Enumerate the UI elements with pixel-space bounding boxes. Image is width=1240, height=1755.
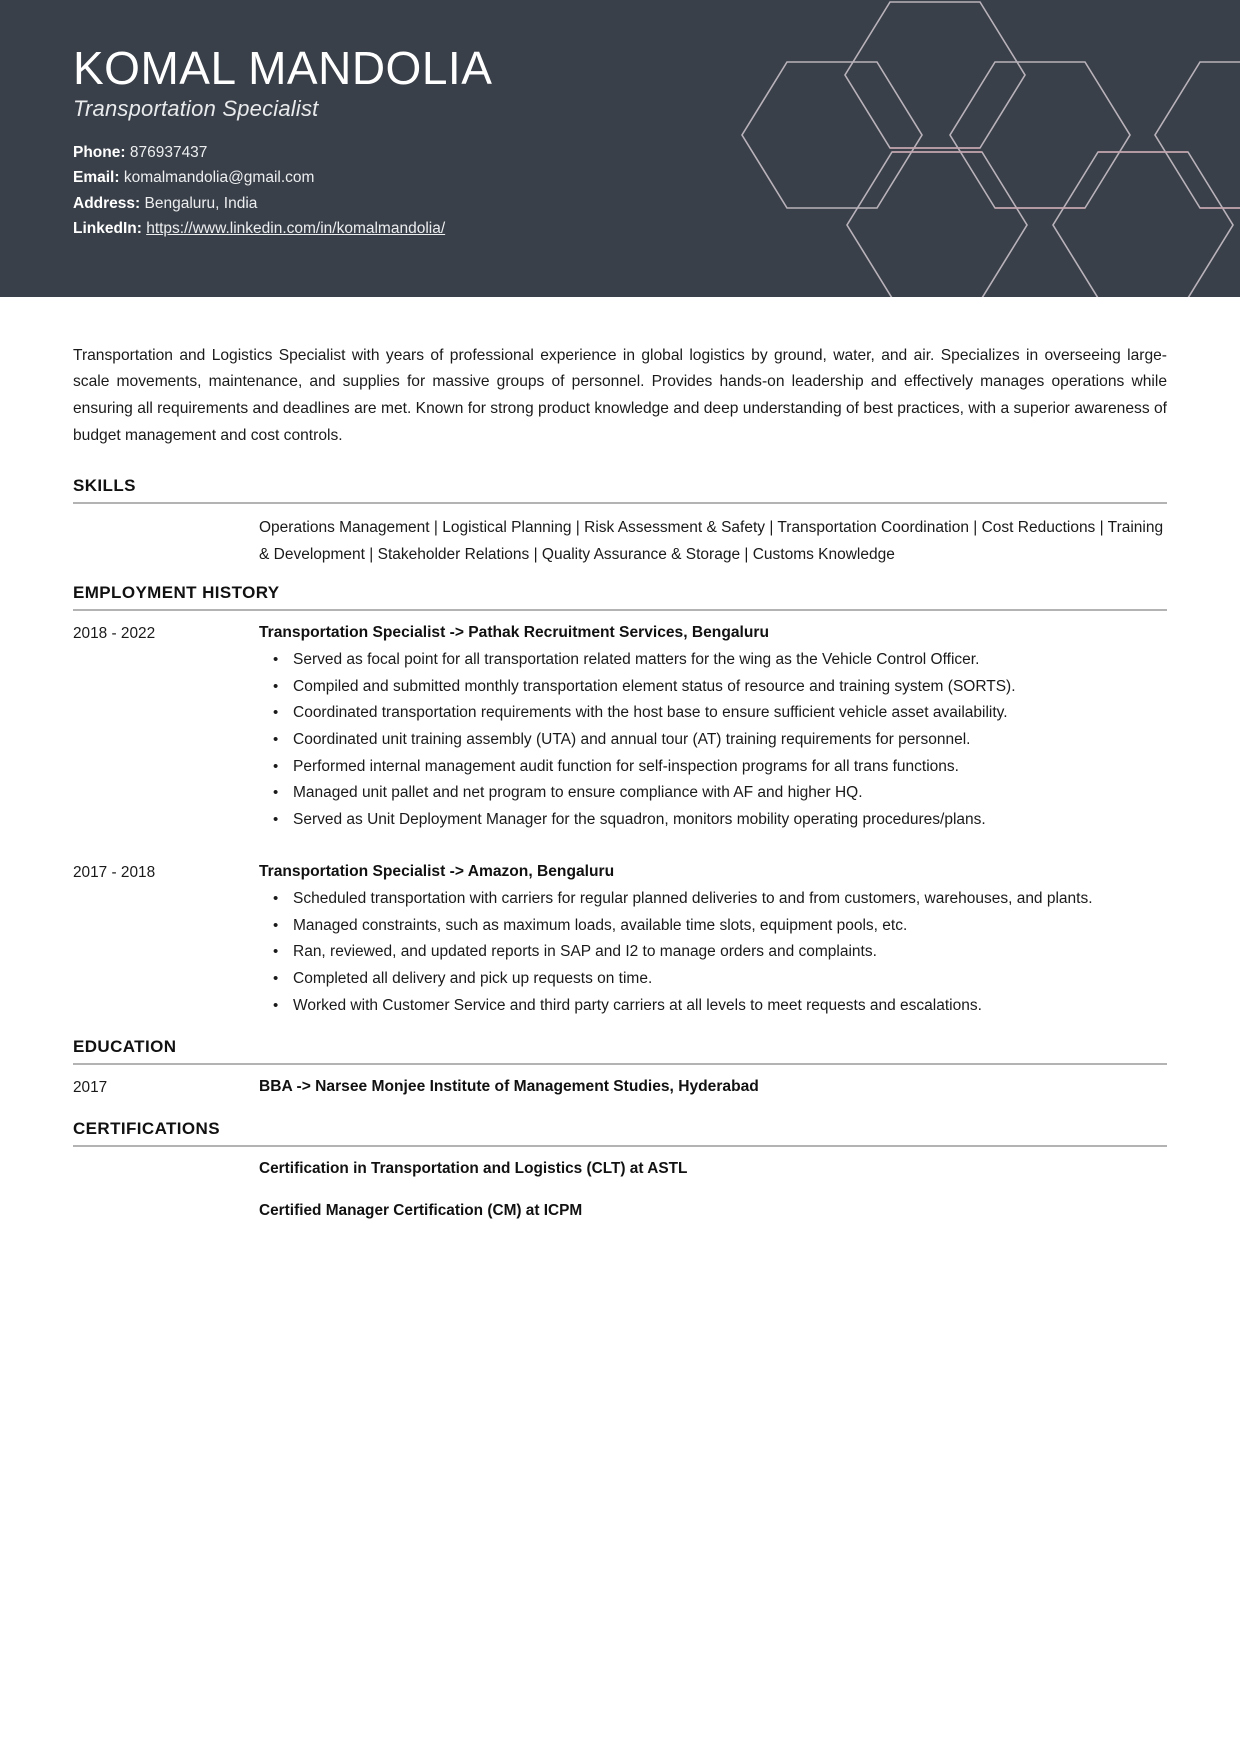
list-item: • Worked with Customer Service and third party carriers at all levels to meet requests and escalations. bbox=[293, 993, 1167, 1020]
professional-summary: Transportation and Logistics Specialist with years of professional experience in global logistics by ground, water, and air. Specializes in overseeing large- scale movements, maintenance, and supplies for massive groups of personnel. Provides hands-on leadership and effectively manages operations while ensuring all requirements and deadlines are met. Known for strong product knowledge and deep understanding of best practices, with a superior awareness of budget management and cost controls. bbox=[73, 346, 1167, 445]
list-item: • Completed all delivery and pick up requests on time. bbox=[293, 966, 1167, 993]
education-section-divider bbox=[73, 1063, 1167, 1065]
skills-row bbox=[73, 514, 1167, 569]
email-value: komalmandolia@gmail.com bbox=[123, 169, 315, 187]
contact-linkedin bbox=[73, 216, 1240, 242]
contact-address bbox=[73, 191, 1240, 217]
job-responsibilities bbox=[259, 647, 1167, 834]
email-label: Email: bbox=[73, 169, 120, 187]
list-item: • Served as Unit Deployment Manager for the squadron, monitors mobility operating procedures/plans. bbox=[293, 807, 1167, 834]
job-row bbox=[73, 621, 1167, 834]
list-item: • Performed internal management audit function for self-inspection programs for all trans functions. bbox=[293, 754, 1167, 781]
job-title-company: Transportation Specialist -> Amazon, Bengaluru bbox=[259, 862, 615, 880]
resume-header bbox=[0, 0, 1240, 297]
list-item: • Coordinated unit training assembly (UTA) and annual tour (AT) training requirements for personnel. bbox=[293, 727, 1167, 754]
job-content bbox=[259, 621, 1167, 834]
list-item: • Coordinated transportation requirements with the host base to ensure sufficient vehicle asset availability. bbox=[293, 700, 1167, 727]
candidate-name: KOMAL MANDOLIA bbox=[73, 42, 493, 94]
certifications-content bbox=[259, 1157, 1167, 1224]
job-entry bbox=[73, 860, 1167, 1019]
skills-content-column bbox=[259, 514, 1167, 569]
certification-item: Certification in Transportation and Logistics (CLT) at ASTL bbox=[259, 1159, 688, 1177]
employment-section-divider bbox=[73, 609, 1167, 611]
list-item: • Compiled and submitted monthly transportation element status of resource and training system (SORTS). bbox=[293, 674, 1167, 701]
contact-details bbox=[73, 140, 1240, 242]
section-certifications bbox=[73, 1119, 1167, 1224]
job-responsibilities bbox=[259, 886, 1167, 1019]
address-label: Address: bbox=[73, 194, 141, 212]
header-content bbox=[0, 0, 1240, 242]
education-content bbox=[259, 1075, 1167, 1099]
section-skills bbox=[73, 476, 1167, 569]
resume-body bbox=[0, 313, 1240, 1289]
certifications-section-title: CERTIFICATIONS bbox=[73, 1118, 220, 1138]
certifications-spacer-column bbox=[73, 1157, 259, 1158]
linkedin-url-link[interactable]: https://www.linkedin.com/in/komalmandolia/ bbox=[146, 220, 446, 238]
list-item: • Managed unit pallet and net program to ensure compliance with AF and higher HQ. bbox=[293, 780, 1167, 807]
job-dates: 2017 - 2018 bbox=[73, 863, 156, 881]
education-section-title: EDUCATION bbox=[73, 1037, 177, 1057]
address-value: Bengaluru, India bbox=[144, 194, 258, 212]
certifications-section-divider bbox=[73, 1145, 1167, 1147]
certifications-row bbox=[73, 1157, 1167, 1224]
phone-value: 876937437 bbox=[129, 143, 208, 161]
contact-phone bbox=[73, 140, 1240, 166]
job-dates: 2018 - 2022 bbox=[73, 625, 156, 642]
skills-section-divider bbox=[73, 502, 1167, 504]
section-education bbox=[73, 1037, 1167, 1101]
contact-email bbox=[73, 165, 1240, 191]
candidate-job-title: Transportation Specialist bbox=[73, 95, 319, 121]
education-row bbox=[73, 1075, 1167, 1101]
section-employment-history bbox=[73, 583, 1167, 1019]
list-item: • Managed constraints, such as maximum loads, available time slots, equipment pools, etc. bbox=[293, 913, 1167, 940]
list-item: • Scheduled transportation with carriers for regular planned deliveries to and from customers, warehouses, and plants. bbox=[293, 886, 1167, 913]
list-item: • Served as focal point for all transportation related matters for the wing as the Vehicle Control Officer. bbox=[293, 647, 1167, 674]
job-entry bbox=[73, 621, 1167, 834]
skills-section-title: SKILLS bbox=[73, 475, 136, 495]
linkedin-label: LinkedIn: bbox=[73, 220, 142, 238]
job-title-company: Transportation Specialist -> Pathak Recruitment Services, Bengaluru bbox=[259, 624, 769, 641]
job-row bbox=[73, 860, 1167, 1019]
skills-spacer-column bbox=[73, 514, 259, 515]
job-content bbox=[259, 860, 1167, 1019]
employment-section-title: EMPLOYMENT HISTORY bbox=[73, 583, 280, 602]
skills-list: Operations Management | Logistical Planning | Risk Assessment & Safety | Transportation Coordination | Cost Reductions | Training & Development | Stakeholder Relations | Quality Assurance & Storage | Customs Knowledge bbox=[259, 518, 1164, 564]
certification-item: Certified Manager Certification (CM) at ICPM bbox=[259, 1202, 583, 1220]
degree-institution: BBA -> Narsee Monjee Institute of Management Studies, Hyderabad bbox=[259, 1078, 759, 1096]
education-dates: 2017 bbox=[73, 1079, 108, 1097]
list-item: • Ran, reviewed, and updated reports in SAP and I2 to manage orders and complaints. bbox=[293, 939, 1167, 966]
phone-label: Phone: bbox=[73, 143, 126, 161]
